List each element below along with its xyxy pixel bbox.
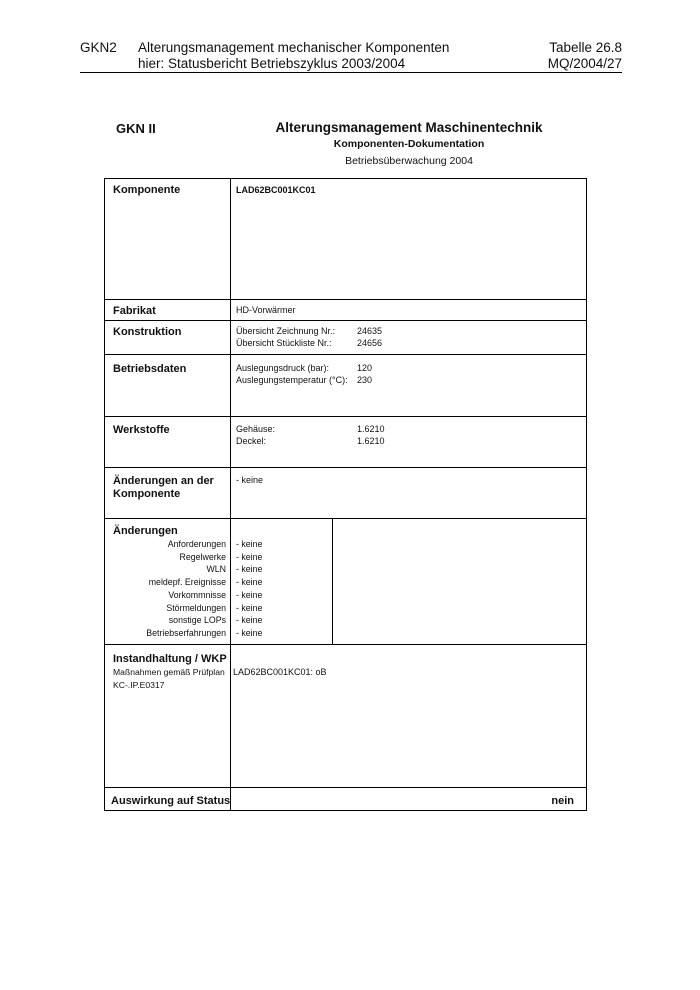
konstruktion-key-2: Übersicht Stückliste Nr.: [236,338,332,348]
page-header [80,40,622,72]
header-code: GKN2 [80,40,117,55]
betriebsdaten-key-1: Auslegungsdruck (bar): [236,363,330,373]
komponente-value: LAD62BC001KC01 [236,185,316,195]
konstruktion-value-1: 24635 [357,326,383,336]
header-divider [80,72,622,73]
aenderungen-komponente-value: - keine [236,475,264,485]
header-subtitle: hier: Statusbericht Betriebszyklus 2003/2004 [138,56,406,71]
werkstoffe-key-1: Gehäuse: [236,424,276,434]
list-item: - keine [236,539,263,549]
fabrikat-label: Fabrikat [113,305,156,317]
auswirkung-value: nein [551,795,574,807]
betriebsdaten-value-1: 120 [357,363,373,373]
list-item: meldepf. Ereignisse [148,577,226,588]
header-doc-ref: MQ/2004/27 [547,56,622,71]
doc-subtitle-2: Betriebsüberwachung 2004 [345,155,473,167]
plant-name: GKN II [116,121,156,136]
werkstoffe-value-2: 1.6210 [357,436,385,446]
column-divider [230,179,231,810]
list-item: Regelwerke [179,551,226,562]
werkstoffe-value-1: 1.6210 [357,424,385,434]
list-item: WLN [206,564,226,575]
betriebsdaten-label: Betriebsdaten [113,363,187,375]
list-item: - keine [236,589,263,600]
instandhaltung-line-1: Maßnahmen gemäß Prüfplan [113,667,225,677]
betriebsdaten-key-2: Auslegungstemperatur (°C): [236,375,348,385]
component-table [104,178,587,811]
betriebsdaten-value-2: 230 [357,375,373,385]
changes-column-divider [332,518,333,644]
header-table-ref: Tabelle 26.8 [549,40,622,55]
instandhaltung-value: LAD62BC001KC01: oB [233,667,327,677]
list-item: sonstige LOPs [168,615,226,626]
list-item: - keine [236,564,263,575]
aenderungen-keys [105,538,228,640]
doc-subtitle: Komponenten-Dokumentation [333,138,485,150]
aenderungen-komponente-label-2: Komponente [113,488,181,500]
list-item: - keine [236,551,263,562]
konstruktion-label: Konstruktion [113,326,182,338]
doc-title: Alterungsmanagement Maschinentechnik [275,120,543,135]
header-title: Alterungsmanagement mechanischer Komponenten [138,40,450,55]
instandhaltung-label: Instandhaltung / WKP [113,653,227,665]
aenderungen-komponente-label-1: Änderungen an der [113,475,214,487]
list-item: - keine [236,615,263,626]
list-item: - keine [236,602,263,613]
auswirkung-label: Auswirkung auf Status [111,795,231,807]
werkstoffe-key-2: Deckel: [236,436,267,446]
konstruktion-key-1: Übersicht Zeichnung Nr.: [236,326,336,336]
list-item: Betriebserfahrungen [146,627,226,638]
werkstoffe-label: Werkstoffe [113,424,170,436]
aenderungen-label: Änderungen [113,525,178,537]
list-item: Anforderungen [167,539,226,549]
instandhaltung-line-2: KC-.IP.E0317 [113,680,165,690]
list-item: - keine [236,627,263,638]
komponente-label: Komponente [113,184,181,196]
konstruktion-value-2: 24656 [357,338,383,348]
list-item: Vorkommnisse [168,589,226,600]
list-item: Störmeldungen [166,602,226,613]
aenderungen-values [236,538,262,640]
fabrikat-value: HD-Vorwärmer [236,305,296,315]
list-item: - keine [236,577,263,588]
